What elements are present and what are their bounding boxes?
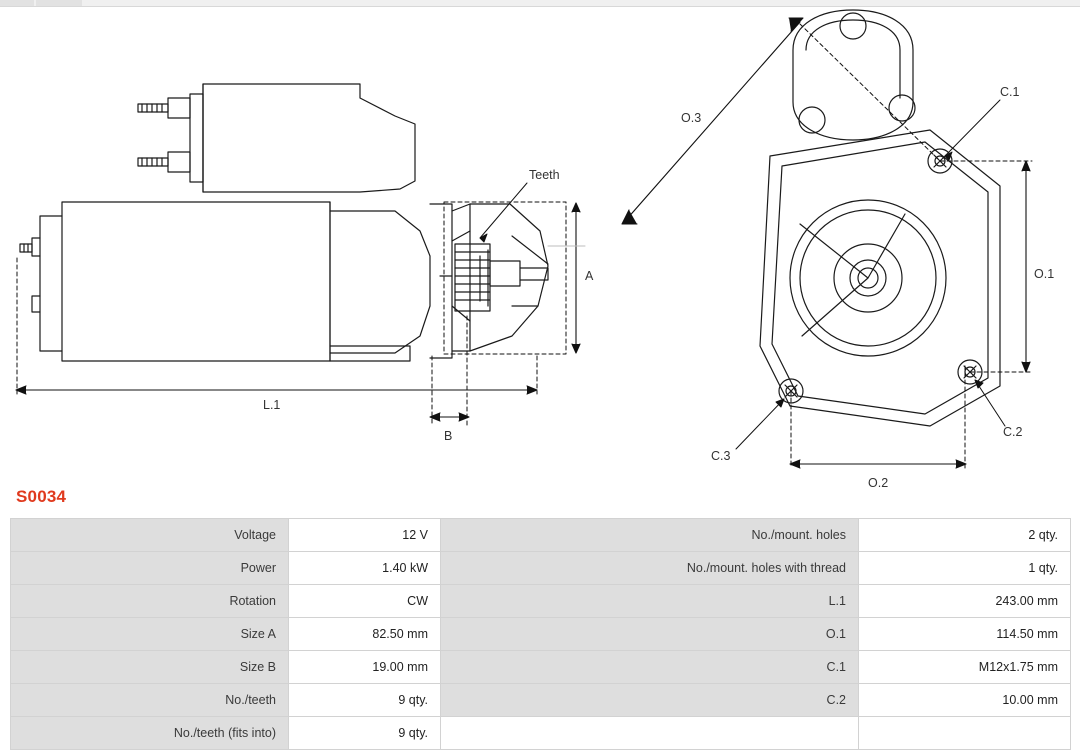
spec-value: M12x1.75 mm [859, 651, 1071, 684]
spec-label: No./mount. holes [441, 519, 859, 552]
spec-value: 9 qty. [289, 684, 441, 717]
c3-leader-line [736, 399, 784, 449]
spec-value: 9 qty. [289, 717, 441, 750]
spec-label: C.1 [441, 651, 859, 684]
l1-label: L.1 [263, 398, 281, 412]
o1-label: O.1 [1034, 267, 1055, 281]
starter-front-view [760, 10, 1000, 426]
size-a-label: A [585, 269, 594, 283]
table-row [11, 552, 1071, 585]
table-row [11, 717, 1071, 750]
part-code: S0034 [16, 487, 67, 506]
spec-value: 82.50 mm [289, 618, 441, 651]
c1-leader-line [945, 100, 1000, 156]
table-row [11, 651, 1071, 684]
spec-value: 114.50 mm [859, 618, 1071, 651]
spec-label: No./teeth [11, 684, 289, 717]
size-b-label: B [444, 429, 453, 443]
starter-side-view [20, 84, 548, 361]
spec-label: Voltage [11, 519, 289, 552]
c3-label: C.3 [711, 449, 731, 463]
o3-diagonal-reference [800, 24, 940, 161]
technical-drawing [0, 6, 1080, 490]
c2-label: C.2 [1003, 425, 1023, 439]
spec-label: Size A [11, 618, 289, 651]
table-row [11, 618, 1071, 651]
spec-value: 2 qty. [859, 519, 1071, 552]
spec-label: Rotation [11, 585, 289, 618]
o2-label: O.2 [868, 476, 889, 490]
specification-table [10, 518, 1071, 750]
spec-label: C.2 [441, 684, 859, 717]
spec-empty-cell [859, 717, 1071, 750]
spec-value: 243.00 mm [859, 585, 1071, 618]
table-row [11, 585, 1071, 618]
c1-label: C.1 [1000, 85, 1020, 99]
teeth-leader-line [480, 183, 527, 238]
spec-label: Power [11, 552, 289, 585]
spec-label: Size B [11, 651, 289, 684]
spec-label: O.1 [441, 618, 859, 651]
spec-value: 19.00 mm [289, 651, 441, 684]
spec-label: L.1 [441, 585, 859, 618]
spec-empty-cell [441, 717, 859, 750]
spec-label: No./teeth (fits into) [11, 717, 289, 750]
spec-value: 1 qty. [859, 552, 1071, 585]
table-row [11, 684, 1071, 717]
table-row [11, 519, 1071, 552]
spec-value: 10.00 mm [859, 684, 1071, 717]
o3-dimension-line [626, 22, 800, 220]
spec-value: 1.40 kW [289, 552, 441, 585]
spec-value: 12 V [289, 519, 441, 552]
o3-label: O.3 [681, 111, 702, 125]
teeth-label: Teeth [529, 168, 560, 182]
spec-value: CW [289, 585, 441, 618]
spec-label: No./mount. holes with thread [441, 552, 859, 585]
